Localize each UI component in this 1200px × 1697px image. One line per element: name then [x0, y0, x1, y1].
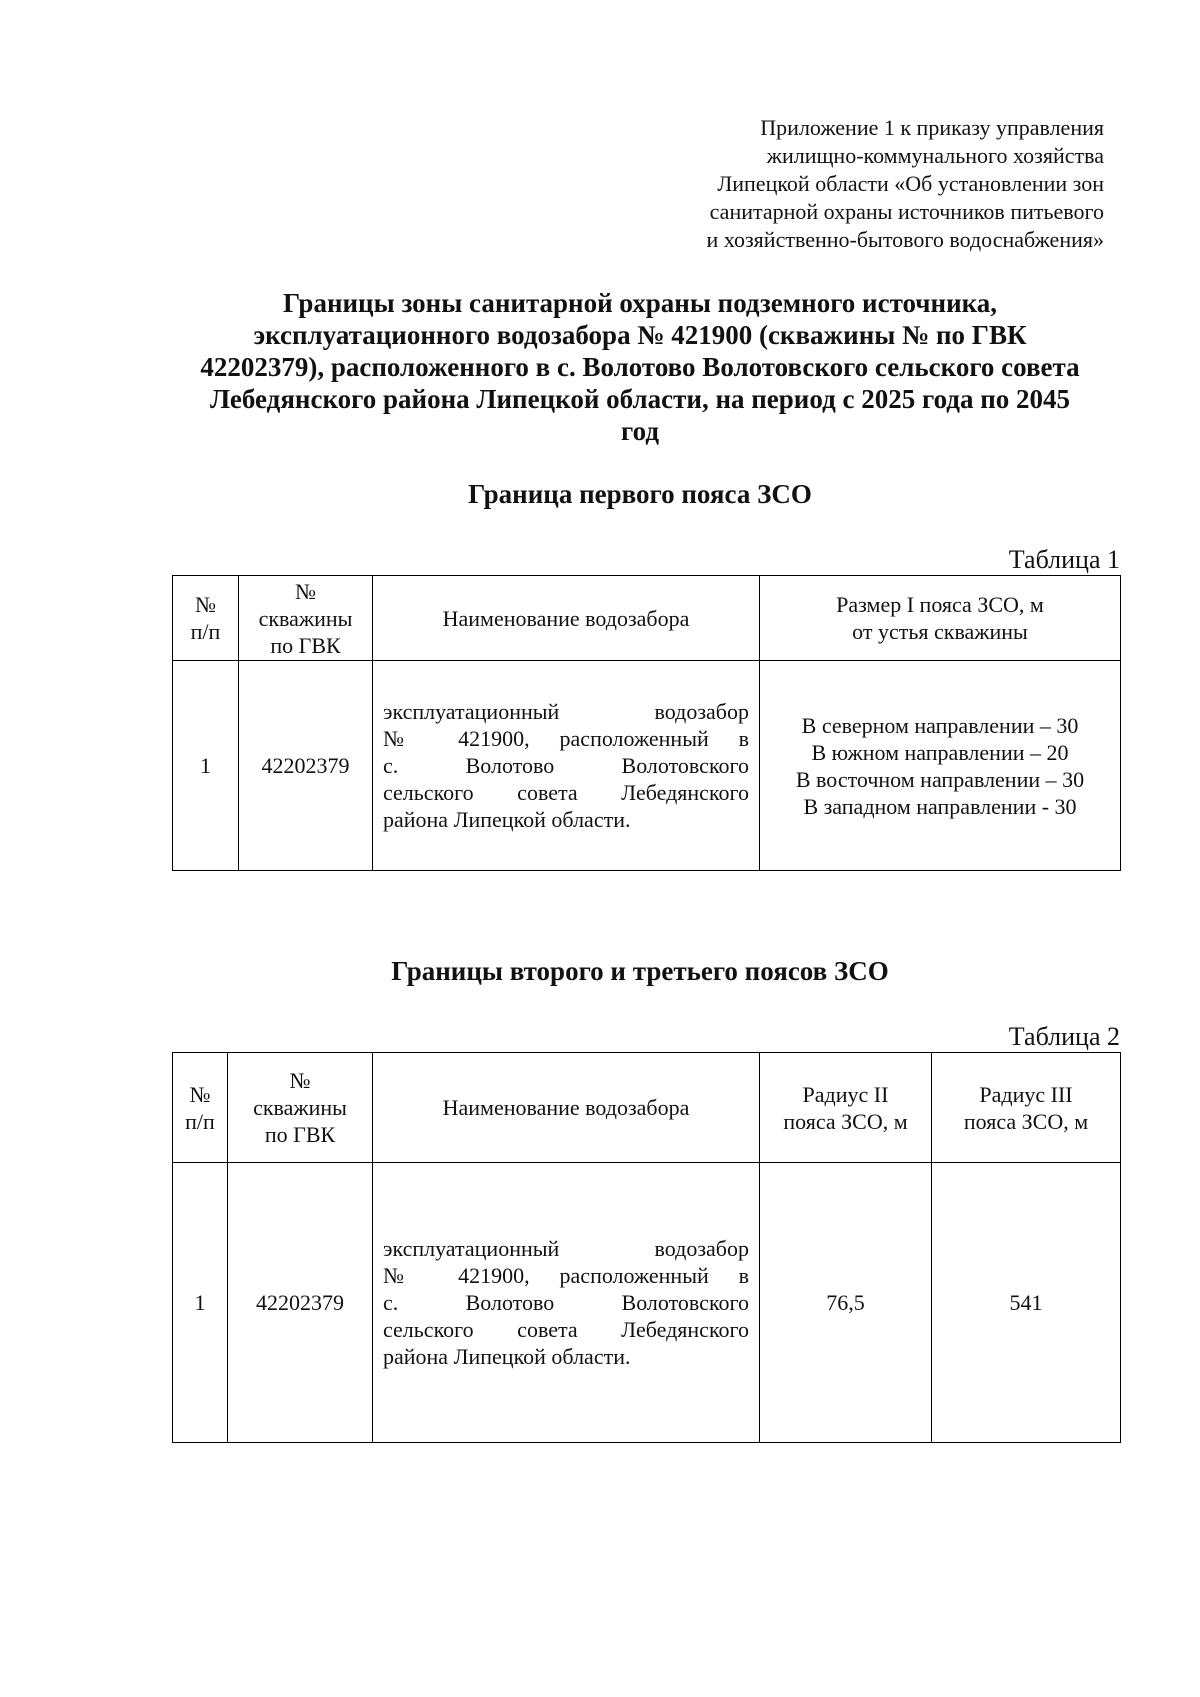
- section2-heading: Границы второго и третьего поясов ЗСО: [391, 956, 889, 986]
- row-well: 42202379: [239, 661, 373, 871]
- header-num: № п/п: [173, 1053, 228, 1163]
- row-well: 42202379: [228, 1163, 373, 1443]
- appendix-line: Приложение 1 к приказу управления: [760, 115, 1104, 140]
- appendix-line: санитарной охраны источников питьевого: [709, 199, 1104, 224]
- row-name: эксплуатационный водозабор № 421900, расположенный в с. Волотово Волотовского сельского совета Лебедянского района Липецкой области.: [373, 1163, 760, 1443]
- title-line: 42202379), расположенного в с. Волотово Волотовского сельского совета: [200, 352, 1080, 382]
- header-radius-2: Радиус II пояса ЗСО, м: [760, 1053, 932, 1163]
- row-num: 1: [173, 1163, 228, 1443]
- title-line: Границы зоны санитарной охраны подземного источника,: [282, 288, 998, 318]
- table-row: [173, 661, 1121, 871]
- header-well: № скважины по ГВК: [228, 1053, 373, 1163]
- title-line: эксплуатационного водозабора № 421900 (скважины № по ГВК: [253, 320, 1027, 350]
- header-num: № п/п: [173, 576, 239, 661]
- table2-header-row: [173, 1053, 1121, 1163]
- document-title: [160, 287, 1120, 447]
- table1-caption: Таблица 1: [1008, 545, 1120, 574]
- header-radius-3: Радиус III пояса ЗСО, м: [932, 1053, 1121, 1163]
- table1-header-row: [173, 576, 1121, 661]
- section1-heading: Граница первого пояса ЗСО: [468, 479, 812, 509]
- table-1: [172, 575, 1121, 871]
- row-name: эксплуатационный водозабор № 421900, расположенный в с. Волотово Волотовского сельского совета Лебедянского района Липецкой области.: [373, 661, 760, 871]
- table2-caption: Таблица 2: [1008, 1022, 1120, 1051]
- appendix-line: жилищно-коммунального хозяйства: [766, 143, 1104, 168]
- table-2: [172, 1052, 1121, 1443]
- title-line: год: [621, 416, 659, 446]
- appendix-line: и хозяйственно-бытового водоснабжения»: [706, 227, 1104, 252]
- title-line: Лебедянского района Липецкой области, на период с 2025 года по 2045: [209, 384, 1071, 414]
- header-name: Наименование водозабора: [373, 1053, 760, 1163]
- row-radius-2: 76,5: [760, 1163, 932, 1443]
- header-size: Размер I пояса ЗСО, м от устья скважины: [760, 576, 1121, 661]
- header-name: Наименование водозабора: [373, 576, 760, 661]
- header-well: № скважины по ГВК: [239, 576, 373, 661]
- row-num: 1: [173, 661, 239, 871]
- row-size: В северном направлении – 30 В южном направлении – 20 В восточном направлении – 30 В западном направлении - 30: [760, 661, 1121, 871]
- appendix-note: [544, 114, 1104, 254]
- appendix-line: Липецкой области «Об установлении зон: [717, 171, 1104, 196]
- table-row: [173, 1163, 1121, 1443]
- row-radius-3: 541: [932, 1163, 1121, 1443]
